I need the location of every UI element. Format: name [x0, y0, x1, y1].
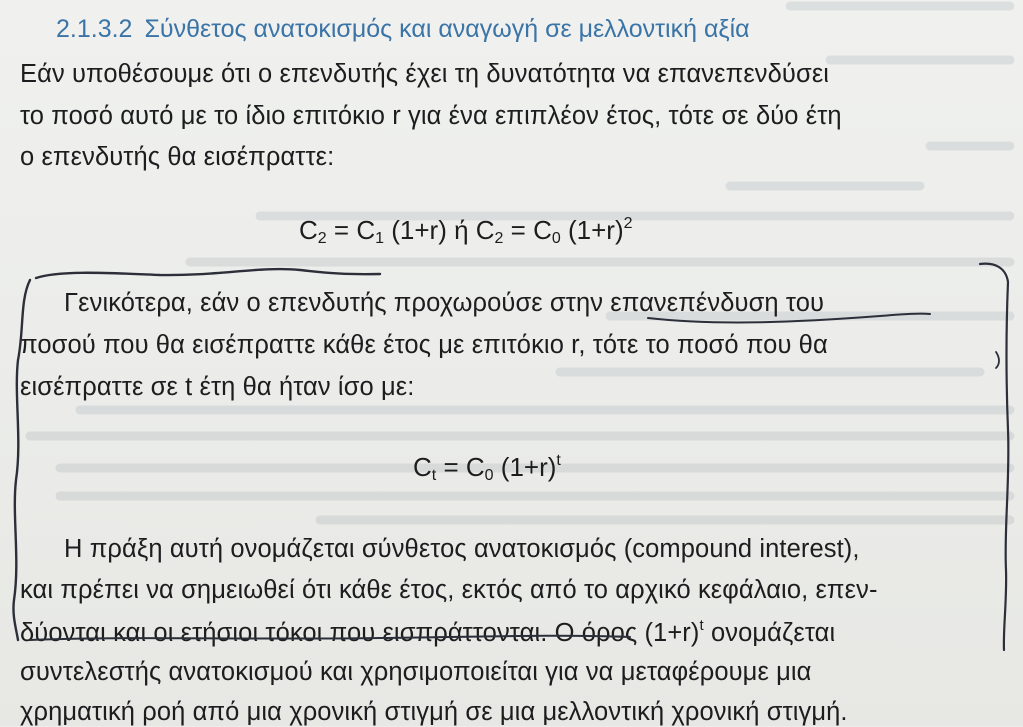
equation-two-years: $C_2 = C_1$ (1+r) ή $C_2 = C_0$ $(1+r)^2$: [299, 215, 633, 247]
paragraph2-line3: εισέπραττε σε t έτη θα ήταν ίσο με:: [20, 373, 415, 401]
pen-mark-small: [996, 352, 999, 368]
paragraph2-line1: Γενικότερα, εάν ο επενδυτής προχωρούσε στην επανεπένδυση του: [64, 289, 825, 317]
paragraph1-line2: το ποσό αυτό με το ίδιο επιτόκιο r για ένα επιπλέον έτος, τότε σε δύο έτη: [20, 102, 842, 130]
paragraph2-line2: ποσού που θα εισέπραττε κάθε έτος με επιτόκιο r, τότε το ποσό που θα: [20, 331, 828, 359]
paragraph1-line3: ο επενδυτής θα εισέπραττε:: [20, 143, 335, 171]
section-title: Σύνθετος ανατοκισμός και αναγωγή σε μελλοντική αξία: [144, 15, 750, 43]
section-number: 2.1.3.2: [56, 15, 133, 43]
section-heading: [56, 15, 750, 44]
paragraph1-line1: Εάν υποθέσουμε ότι ο επενδυτής έχει τη δυνατότητα να επανεπενδύσει: [20, 60, 830, 88]
pen-bracket-right: [980, 264, 1008, 650]
equation-t-years: $C_t = C_0$ $(1+r)^t$: [413, 452, 561, 484]
paragraph3-line3: δύονται και οι ετήσιοι τόκοι που εισπράττονται. Ο όρος $(1+r)^t$ ονομάζεται: [20, 617, 836, 647]
paragraph3-line4: συντελεστής ανατοκισμού και χρησιμοποιείται για να μεταφέρουμε μια: [20, 658, 812, 686]
paragraph3-line1: Η πράξη αυτή ονομάζεται σύνθετος ανατοκισμός (compound interest),: [64, 535, 860, 563]
paragraph3-line2: και πρέπει να σημειωθεί ότι κάθε έτος, εκτός από το αρχικό κεφάλαιο, επεν-: [20, 576, 878, 604]
paragraph3-line5: χρηματική ροή από μια χρονική στιγμή σε μια μελλοντική χρονική στιγμή.: [20, 698, 848, 726]
